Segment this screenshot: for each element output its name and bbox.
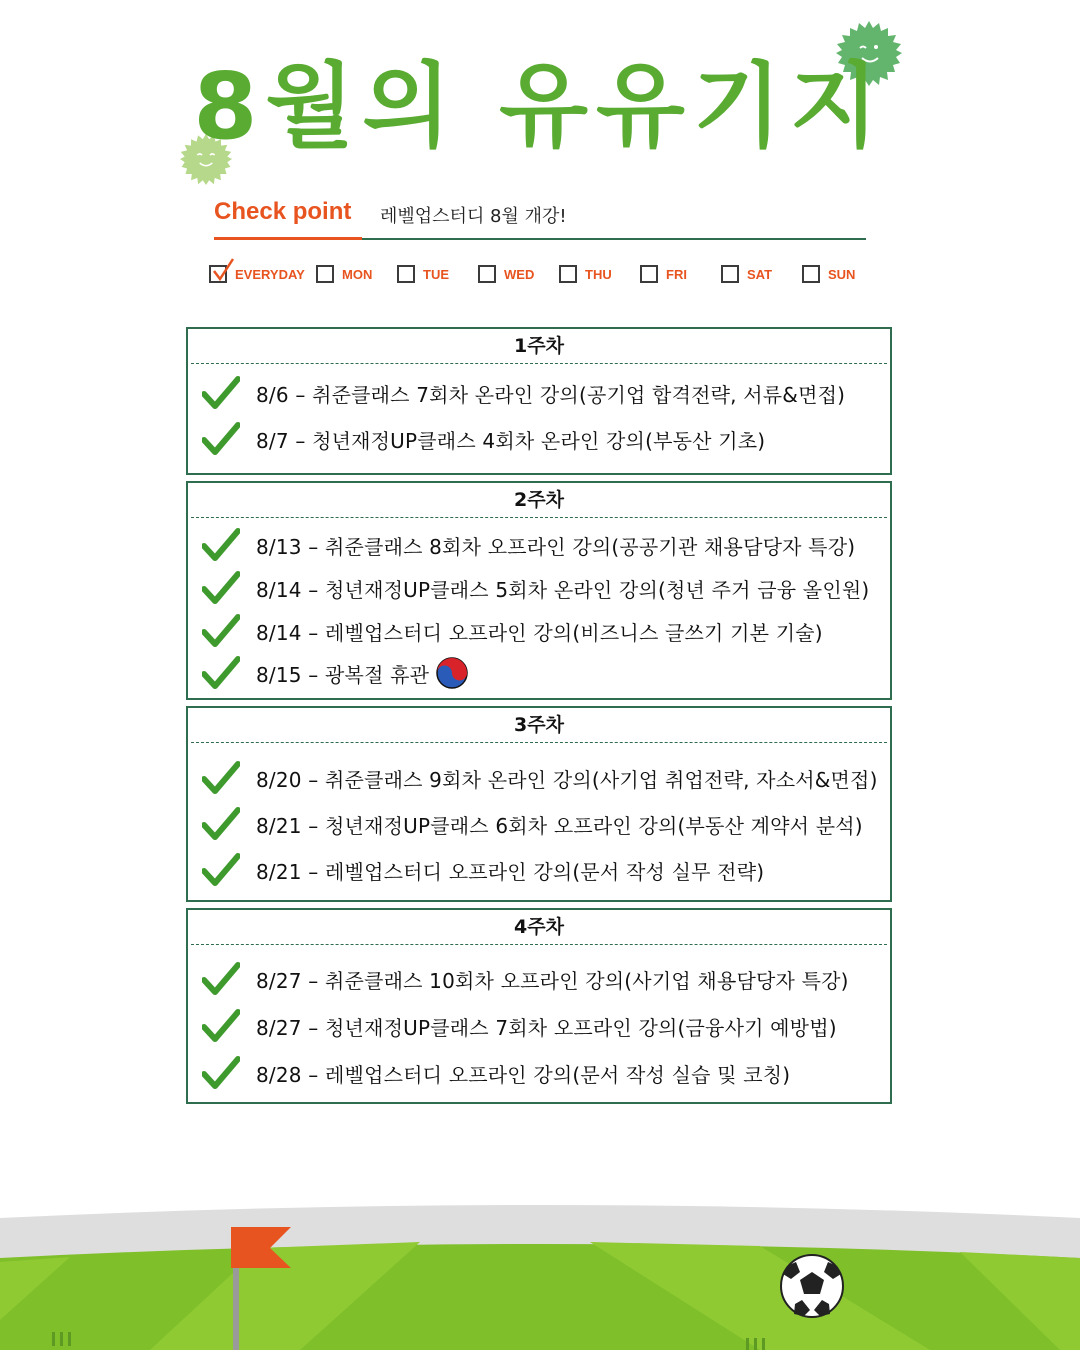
checkbox-icon[interactable] bbox=[559, 265, 577, 283]
schedule-item bbox=[202, 525, 855, 565]
checkpoint-row bbox=[214, 196, 866, 240]
week-heading: 2주차 bbox=[191, 483, 887, 518]
schedule-item bbox=[202, 850, 764, 890]
week-heading: 4주차 bbox=[191, 910, 887, 945]
check-mark-icon bbox=[202, 1009, 240, 1043]
schedule-item-text: 8/21 – 레벨업스터디 오프라인 강의(문서 작성 실무 전략) bbox=[256, 859, 765, 884]
schedule-item bbox=[202, 959, 849, 999]
check-mark-icon bbox=[202, 962, 240, 996]
schedule-item bbox=[202, 419, 765, 459]
day-tue[interactable] bbox=[397, 262, 449, 286]
schedule-item-text: 8/27 – 청년재정UP클래스 7회차 오프라인 강의(금융사기 예방법) bbox=[256, 1015, 837, 1040]
checkbox-icon[interactable] bbox=[397, 265, 415, 283]
week-card-3 bbox=[186, 706, 892, 902]
schedule-item bbox=[202, 1006, 837, 1046]
day-label: SAT bbox=[747, 266, 773, 282]
checkbox-icon[interactable] bbox=[316, 265, 334, 283]
check-mark-icon bbox=[202, 807, 240, 841]
check-mark-icon bbox=[202, 422, 240, 456]
check-mark-icon bbox=[202, 614, 240, 648]
schedule-item-text: 8/28 – 레벨업스터디 오프라인 강의(문서 작성 실습 및 코칭) bbox=[256, 1062, 791, 1087]
check-mark-icon bbox=[211, 257, 235, 283]
schedule-item bbox=[202, 568, 869, 608]
day-thu[interactable] bbox=[559, 262, 612, 286]
check-mark-icon bbox=[202, 761, 240, 795]
check-mark-icon bbox=[202, 528, 240, 562]
day-label: TUE bbox=[423, 266, 449, 282]
check-mark-icon bbox=[202, 376, 240, 410]
schedule-item-text: 8/27 – 취준클래스 10회차 오프라인 강의(사기업 채용담당자 특강) bbox=[256, 968, 849, 993]
day-everyday[interactable] bbox=[209, 262, 305, 286]
taegeuk-icon bbox=[435, 656, 469, 690]
week-card-2 bbox=[186, 481, 892, 700]
check-mark-icon bbox=[202, 571, 240, 605]
schedule-item bbox=[202, 653, 469, 693]
day-label: MON bbox=[342, 266, 373, 282]
checkpoint-underline bbox=[214, 237, 362, 240]
week-card-1 bbox=[186, 327, 892, 475]
checkbox-icon[interactable] bbox=[802, 265, 820, 283]
schedule-item-text: 8/6 – 취준클래스 7회차 온라인 강의(공기업 합격전략, 서류&면접) bbox=[256, 382, 846, 407]
day-sun[interactable] bbox=[802, 262, 855, 286]
week-heading: 1주차 bbox=[191, 329, 887, 364]
schedule-item-text: 8/7 – 청년재정UP클래스 4회차 온라인 강의(부동산 기초) bbox=[256, 428, 766, 453]
check-mark-icon bbox=[202, 1056, 240, 1090]
day-fri[interactable] bbox=[640, 262, 687, 286]
day-label: FRI bbox=[666, 266, 687, 282]
schedule-item-text: 8/20 – 취준클래스 9회차 온라인 강의(사기업 취업전략, 자소서&면접) bbox=[256, 767, 878, 792]
page-title: 8월의 유유기지 bbox=[193, 53, 887, 160]
schedule-item bbox=[202, 373, 845, 413]
check-mark-icon bbox=[202, 656, 240, 690]
schedule-item bbox=[202, 758, 878, 798]
schedule-item-text: 8/21 – 청년재정UP클래스 6회차 오프라인 강의(부동산 계약서 분석) bbox=[256, 813, 863, 838]
checkpoint-label: Check point bbox=[214, 198, 352, 225]
day-wed[interactable] bbox=[478, 262, 534, 286]
schedule-item bbox=[202, 611, 823, 651]
day-mon[interactable] bbox=[316, 262, 372, 286]
day-label: WED bbox=[504, 266, 535, 282]
checkbox-icon[interactable] bbox=[640, 265, 658, 283]
day-label: EVERYDAY bbox=[235, 266, 305, 282]
schedule-item bbox=[202, 804, 863, 844]
soccer-ball-icon bbox=[781, 1255, 843, 1317]
day-sat[interactable] bbox=[721, 262, 772, 286]
day-checkbox-row bbox=[209, 262, 889, 288]
soccer-field-illustration bbox=[0, 1200, 1080, 1350]
schedule-item-text: 8/14 – 청년재정UP클래스 5회차 온라인 강의(청년 주거 금융 올인원) bbox=[256, 577, 870, 602]
schedule-item-text: 8/15 – 광복절 휴관 bbox=[256, 662, 430, 687]
checkbox-icon[interactable] bbox=[721, 265, 739, 283]
week-heading: 3주차 bbox=[191, 708, 887, 743]
checkbox-icon[interactable] bbox=[209, 265, 227, 283]
schedule-item-text: 8/14 – 레벨업스터디 오프라인 강의(비즈니스 글쓰기 기본 기술) bbox=[256, 620, 823, 645]
checkpoint-subtitle: 레벨업스터디 8월 개강! bbox=[380, 206, 567, 227]
schedule-item-text: 8/13 – 취준클래스 8회차 오프라인 강의(공공기관 채용담당자 특강) bbox=[256, 534, 856, 559]
checkbox-icon[interactable] bbox=[478, 265, 496, 283]
schedule-item bbox=[202, 1053, 790, 1093]
check-mark-icon bbox=[202, 853, 240, 887]
day-label: SUN bbox=[828, 266, 856, 282]
week-card-4 bbox=[186, 908, 892, 1104]
day-label: THU bbox=[585, 266, 612, 282]
